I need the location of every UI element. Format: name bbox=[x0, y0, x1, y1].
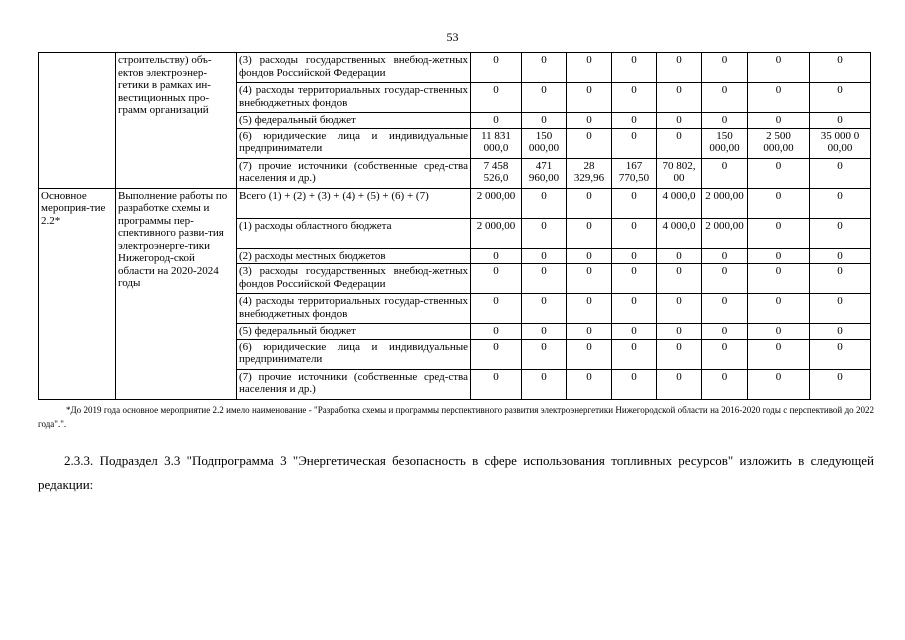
value-cell: 0 bbox=[748, 218, 810, 248]
value-cell: 0 bbox=[702, 83, 748, 113]
funding-source-cell: (1) расходы областного бюджета bbox=[237, 218, 471, 248]
funding-source-cell: (6) юридические лица и индивидуальные предприниматели bbox=[237, 339, 471, 369]
value-cell: 0 bbox=[522, 188, 567, 218]
value-cell: 0 bbox=[810, 83, 871, 113]
value-cell: 0 bbox=[612, 264, 657, 294]
table-row bbox=[39, 53, 871, 83]
value-cell: 0 bbox=[522, 218, 567, 248]
value-cell: 0 bbox=[702, 113, 748, 129]
value-cell: 0 bbox=[702, 324, 748, 340]
value-cell: 0 bbox=[612, 53, 657, 83]
value-cell: 0 bbox=[748, 294, 810, 324]
value-cell: 0 bbox=[748, 324, 810, 340]
funding-source-cell: (3) расходы государственных внебюд-жетных фондов Российской Федерации bbox=[237, 264, 471, 294]
value-cell: 0 bbox=[657, 369, 702, 399]
funding-table bbox=[38, 52, 871, 400]
value-cell: 0 bbox=[522, 324, 567, 340]
value-cell: 0 bbox=[567, 294, 612, 324]
value-cell: 0 bbox=[471, 339, 522, 369]
value-cell: 0 bbox=[567, 248, 612, 264]
value-cell: 0 bbox=[612, 113, 657, 129]
table-row bbox=[39, 188, 871, 218]
value-cell: 0 bbox=[471, 53, 522, 83]
value-cell: 0 bbox=[567, 264, 612, 294]
value-cell: 0 bbox=[567, 83, 612, 113]
value-cell: 0 bbox=[522, 248, 567, 264]
value-cell: 0 bbox=[810, 113, 871, 129]
value-cell: 0 bbox=[612, 188, 657, 218]
value-cell: 0 bbox=[810, 53, 871, 83]
value-cell: 0 bbox=[810, 218, 871, 248]
measure-name-cell: Выполнение работы по разработке схемы и программы пер-спективного разви-тия электроэнерге-тики Нижегород-ской области на 2020-2024 годы bbox=[116, 188, 237, 399]
value-cell: 0 bbox=[567, 339, 612, 369]
body-paragraph: 2.3.3. Подраздел 3.3 "Подпрограмма 3 "Энергетическая безопасность в сфере использования топливных ресурсов" изложить в следующей редакции: bbox=[38, 453, 874, 492]
value-cell: 0 bbox=[612, 218, 657, 248]
value-cell: 0 bbox=[657, 83, 702, 113]
funding-source-cell: (4) расходы территориальных государ-ственных внебюджетных фондов bbox=[237, 294, 471, 324]
value-cell: 0 bbox=[471, 264, 522, 294]
value-cell: 0 bbox=[657, 339, 702, 369]
value-cell: 0 bbox=[702, 294, 748, 324]
value-cell: 0 bbox=[567, 53, 612, 83]
value-cell: 0 bbox=[567, 113, 612, 129]
value-cell: 0 bbox=[567, 324, 612, 340]
value-cell: 0 bbox=[522, 264, 567, 294]
value-cell: 471 960,00 bbox=[522, 158, 567, 188]
value-cell: 0 bbox=[748, 113, 810, 129]
measure-cell: Основное мероприя-тие 2.2* bbox=[39, 188, 116, 399]
value-cell: 0 bbox=[748, 369, 810, 399]
value-cell: 0 bbox=[471, 324, 522, 340]
value-cell: 2 000,00 bbox=[471, 218, 522, 248]
value-cell: 0 bbox=[567, 188, 612, 218]
value-cell: 4 000,0 bbox=[657, 218, 702, 248]
footnote: *До 2019 года основное мероприятие 2.2 имело наименование - "Разработка схемы и программы перспективного развития электроэнергетики Нижегородской области на 2016-2020 годы с перспективой до 2022 года".". bbox=[38, 405, 874, 429]
value-cell: 0 bbox=[522, 113, 567, 129]
value-cell: 0 bbox=[612, 369, 657, 399]
value-cell: 0 bbox=[810, 158, 871, 188]
value-cell: 0 bbox=[702, 339, 748, 369]
value-cell: 0 bbox=[522, 53, 567, 83]
value-cell: 0 bbox=[522, 294, 567, 324]
page-number: 53 bbox=[446, 30, 459, 44]
value-cell: 0 bbox=[702, 369, 748, 399]
value-cell: 11 831 000,0 bbox=[471, 128, 522, 158]
funding-source-cell: (6) юридические лица и индивидуальные предприниматели bbox=[237, 128, 471, 158]
value-cell: 2 000,00 bbox=[702, 188, 748, 218]
value-cell: 2 500 000,00 bbox=[748, 128, 810, 158]
value-cell: 0 bbox=[702, 53, 748, 83]
value-cell: 0 bbox=[702, 158, 748, 188]
value-cell: 0 bbox=[748, 248, 810, 264]
value-cell: 0 bbox=[748, 158, 810, 188]
value-cell: 70 802, 00 bbox=[657, 158, 702, 188]
value-cell: 0 bbox=[810, 369, 871, 399]
value-cell: 0 bbox=[657, 324, 702, 340]
value-cell: 0 bbox=[810, 339, 871, 369]
funding-source-cell: (4) расходы территориальных государ-ственных внебюджетных фондов bbox=[237, 83, 471, 113]
value-cell: 28 329,96 bbox=[567, 158, 612, 188]
funding-source-cell: (7) прочие источники (собственные сред-ства населения и др.) bbox=[237, 369, 471, 399]
value-cell: 150 000,00 bbox=[702, 128, 748, 158]
value-cell: 0 bbox=[748, 188, 810, 218]
value-cell: 0 bbox=[810, 324, 871, 340]
value-cell: 0 bbox=[657, 113, 702, 129]
funding-source-cell: (5) федеральный бюджет bbox=[237, 113, 471, 129]
value-cell: 0 bbox=[748, 339, 810, 369]
funding-source-cell: (3) расходы государственных внебюд-жетных фондов Российской Федерации bbox=[237, 53, 471, 83]
value-cell: 0 bbox=[657, 128, 702, 158]
funding-source-cell: (7) прочие источники (собственные сред-ства населения и др.) bbox=[237, 158, 471, 188]
value-cell: 35 000 0 00,00 bbox=[810, 128, 871, 158]
value-cell: 0 bbox=[657, 294, 702, 324]
value-cell: 0 bbox=[567, 128, 612, 158]
value-cell: 2 000,00 bbox=[702, 218, 748, 248]
value-cell: 0 bbox=[612, 128, 657, 158]
value-cell: 0 bbox=[657, 53, 702, 83]
value-cell: 0 bbox=[810, 294, 871, 324]
value-cell: 150 000,00 bbox=[522, 128, 567, 158]
value-cell: 0 bbox=[471, 369, 522, 399]
value-cell: 0 bbox=[748, 53, 810, 83]
value-cell: 0 bbox=[612, 294, 657, 324]
funding-source-cell: (5) федеральный бюджет bbox=[237, 324, 471, 340]
value-cell: 0 bbox=[810, 248, 871, 264]
funding-source-cell: Всего (1) + (2) + (3) + (4) + (5) + (6) + (7) bbox=[237, 188, 471, 218]
value-cell: 0 bbox=[612, 248, 657, 264]
value-cell: 0 bbox=[612, 339, 657, 369]
value-cell: 0 bbox=[612, 83, 657, 113]
value-cell: 0 bbox=[522, 339, 567, 369]
value-cell: 2 000,00 bbox=[471, 188, 522, 218]
value-cell: 0 bbox=[657, 248, 702, 264]
measure-cell bbox=[39, 53, 116, 189]
value-cell: 0 bbox=[810, 188, 871, 218]
value-cell: 0 bbox=[702, 264, 748, 294]
value-cell: 4 000,0 bbox=[657, 188, 702, 218]
value-cell: 0 bbox=[471, 83, 522, 113]
value-cell: 0 bbox=[702, 248, 748, 264]
value-cell: 7 458 526,0 bbox=[471, 158, 522, 188]
value-cell: 0 bbox=[567, 218, 612, 248]
value-cell: 0 bbox=[471, 294, 522, 324]
value-cell: 0 bbox=[471, 248, 522, 264]
value-cell: 167 770,50 bbox=[612, 158, 657, 188]
value-cell: 0 bbox=[522, 369, 567, 399]
value-cell: 0 bbox=[522, 83, 567, 113]
funding-source-cell: (2) расходы местных бюджетов bbox=[237, 248, 471, 264]
value-cell: 0 bbox=[748, 264, 810, 294]
value-cell: 0 bbox=[748, 83, 810, 113]
value-cell: 0 bbox=[810, 264, 871, 294]
measure-name-cell: строительству) объ-ектов электроэнер-гетики в рамках ин-вестиционных про-грамм организаций bbox=[116, 53, 237, 189]
value-cell: 0 bbox=[612, 324, 657, 340]
value-cell: 0 bbox=[567, 369, 612, 399]
value-cell: 0 bbox=[657, 264, 702, 294]
value-cell: 0 bbox=[471, 113, 522, 129]
